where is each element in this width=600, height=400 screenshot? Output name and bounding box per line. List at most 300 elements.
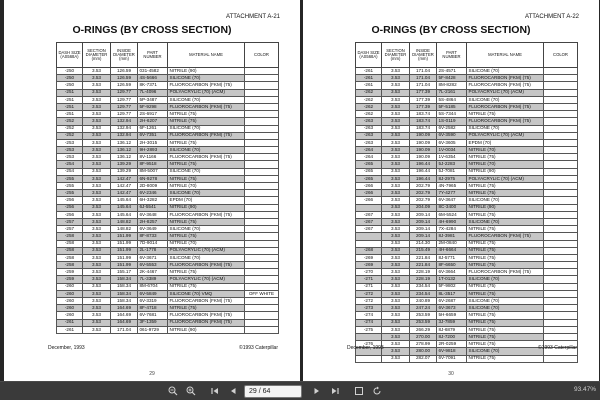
table-row xyxy=(57,75,279,82)
dash-size-cell: -262 xyxy=(356,111,382,118)
part-number-cell: 6V-2687 xyxy=(437,298,467,305)
table-row xyxy=(57,103,279,110)
dash-size-cell: -258 xyxy=(57,262,83,269)
dash-size-cell: -266 xyxy=(356,190,382,197)
rotate-icon xyxy=(372,386,382,396)
o-ring-table xyxy=(355,42,578,363)
dash-size-cell: -263 xyxy=(356,118,382,125)
table-row xyxy=(57,89,279,96)
dash-size-cell: -258 xyxy=(57,247,83,254)
table-row xyxy=(57,111,279,118)
table-row xyxy=(57,276,279,283)
color-cell xyxy=(544,312,578,319)
dash-size-cell: -273 xyxy=(356,305,382,312)
color-cell xyxy=(544,139,578,146)
dash-size-cell: -258 xyxy=(57,254,83,261)
table-row xyxy=(356,269,578,276)
part-number-cell: 6V-2582 xyxy=(437,125,467,132)
inside-diameter-cell: 214.30 xyxy=(410,240,437,247)
part-number-cell: 6V-3647 xyxy=(437,197,467,204)
part-number-cell: 6V-3649 xyxy=(138,226,168,233)
dash-size-cell: -254 xyxy=(57,168,83,175)
page-title: O-RINGS (BY CROSS SECTION) xyxy=(72,24,232,36)
material-name-cell: POLYACRYLIC (70) (ACM) xyxy=(467,132,544,139)
section-diameter-cell: 3.53 xyxy=(83,326,111,333)
material-name-cell: FLUOROCARBON (FKM) (75) xyxy=(467,82,544,89)
part-number-cell: 2S-6917 xyxy=(138,111,168,118)
color-cell xyxy=(544,254,578,261)
color-cell xyxy=(245,139,279,146)
material-name-cell: NITRILE (90) xyxy=(467,168,544,175)
fit-page-button[interactable] xyxy=(352,384,366,398)
inside-diameter-cell: 145.64 xyxy=(111,197,138,204)
zoom-in-button[interactable] xyxy=(184,384,198,398)
dash-size-cell: -263 xyxy=(356,132,382,139)
section-diameter-cell: 3.53 xyxy=(83,175,111,182)
dash-size-cell: -255 xyxy=(57,183,83,190)
material-name-cell: NITRILE (90) xyxy=(168,204,245,211)
color-cell xyxy=(544,276,578,283)
dash-size-cell: -254 xyxy=(57,161,83,168)
part-number-cell: 6V-2346 xyxy=(138,190,168,197)
color-cell xyxy=(245,111,279,118)
material-name-cell: NITRILE (75) xyxy=(467,283,544,290)
dash-size-cell: -267 xyxy=(356,226,382,233)
color-cell xyxy=(245,269,279,276)
material-name-cell: SILICONE (70) xyxy=(168,254,245,261)
color-cell xyxy=(245,89,279,96)
rotate-button[interactable] xyxy=(370,384,384,398)
table-row xyxy=(57,161,279,168)
inside-diameter-cell: 151.99 xyxy=(111,254,138,261)
part-number-cell: 6V-3664 xyxy=(437,269,467,276)
dash-size-cell: -272 xyxy=(356,290,382,297)
part-number-cell: 7L-3389 xyxy=(138,276,168,283)
color-cell xyxy=(245,240,279,247)
material-name-cell: NITRILE (90) xyxy=(168,326,245,333)
dash-size-cell: -250 xyxy=(57,82,83,89)
page-number: 30 xyxy=(448,371,454,377)
inside-diameter-cell: 129.77 xyxy=(111,103,138,110)
table-row xyxy=(57,226,279,233)
color-cell xyxy=(245,197,279,204)
color-cell xyxy=(245,75,279,82)
section-diameter-cell: 3.53 xyxy=(83,168,111,175)
inside-diameter-cell: 228.19 xyxy=(410,276,437,283)
inside-diameter-cell: 234.54 xyxy=(410,290,437,297)
part-number-cell: 6V-7091 xyxy=(437,355,467,362)
table-row xyxy=(57,254,279,261)
section-diameter-cell: 3.53 xyxy=(83,154,111,161)
color-cell xyxy=(245,262,279,269)
part-number-cell: 8F-6650 xyxy=(437,262,467,269)
material-name-cell: NITRILE (90) xyxy=(467,204,544,211)
dash-size-cell: -253 xyxy=(57,154,83,161)
section-diameter-cell: 3.53 xyxy=(382,147,410,154)
dash-size-cell: -274 xyxy=(356,319,382,326)
color-cell xyxy=(245,319,279,326)
material-name-cell: FLUOROCARBON (FKM) (75) xyxy=(467,233,544,240)
color-cell xyxy=(544,298,578,305)
inside-diameter-cell: 155.17 xyxy=(111,269,138,276)
table-row xyxy=(356,283,578,290)
dash-size-cell: -260 xyxy=(57,305,83,312)
dash-size-cell: -255 xyxy=(57,190,83,197)
part-number-cell: 8M-6704 xyxy=(138,283,168,290)
table-row xyxy=(57,183,279,190)
color-cell xyxy=(544,333,578,340)
color-cell xyxy=(544,175,578,182)
material-name-cell: FLUOROCARBON (FKM) (75) xyxy=(467,118,544,125)
table-row xyxy=(356,254,578,261)
inside-diameter-cell: 148.82 xyxy=(111,218,138,225)
section-diameter-cell: 3.53 xyxy=(382,190,410,197)
header-part-number: PART NUMBER xyxy=(437,43,467,68)
dash-size-cell: -250 xyxy=(57,68,83,75)
part-number-cell: 3J-7859 xyxy=(437,319,467,326)
dash-size-cell: -252 xyxy=(57,125,83,132)
table-row xyxy=(356,211,578,218)
color-cell xyxy=(544,89,578,96)
inside-diameter-cell: 177.39 xyxy=(410,103,437,110)
page-29 xyxy=(4,0,300,381)
color-cell xyxy=(544,233,578,240)
color-cell xyxy=(245,96,279,103)
inside-diameter-cell: 158.34 xyxy=(111,298,138,305)
inside-diameter-cell: 136.12 xyxy=(111,154,138,161)
material-name-cell: FLUOROCARBON (FKM) (75) xyxy=(168,132,245,139)
inside-diameter-cell: 202.79 xyxy=(410,183,437,190)
material-name-cell: NITRILE (75) xyxy=(467,319,544,326)
material-name-cell: SILICONE (70) xyxy=(168,168,245,175)
dash-size-cell: -275 xyxy=(356,326,382,333)
material-name-cell: FLUOROCARBON (FKM) (75) xyxy=(168,319,245,326)
dash-size-cell: -267 xyxy=(356,211,382,218)
section-diameter-cell: 3.53 xyxy=(382,305,410,312)
previous-page-icon xyxy=(228,386,238,396)
section-diameter-cell: 3.53 xyxy=(382,161,410,168)
header-inside-diameter: INSIDE DIAMETER (mm) xyxy=(111,43,138,68)
section-diameter-cell: 3.53 xyxy=(382,283,410,290)
inside-diameter-cell: 202.79 xyxy=(410,197,437,204)
section-diameter-cell: 3.53 xyxy=(382,276,410,283)
previous-page-button[interactable] xyxy=(226,384,240,398)
color-cell xyxy=(544,305,578,312)
part-number-cell: 8M-8282 xyxy=(437,82,467,89)
inside-diameter-cell: 253.59 xyxy=(410,319,437,326)
inside-diameter-cell: 129.77 xyxy=(111,96,138,103)
table-body xyxy=(356,68,578,363)
section-diameter-cell: 3.53 xyxy=(382,89,410,96)
inside-diameter-cell: 158.34 xyxy=(111,290,138,297)
table-row xyxy=(356,175,578,182)
inside-diameter-cell: 151.99 xyxy=(111,240,138,247)
section-diameter-cell: 3.53 xyxy=(83,254,111,261)
material-name-cell: NITRILE (75) xyxy=(168,118,245,125)
section-diameter-cell: 3.53 xyxy=(382,341,410,348)
section-diameter-cell: 3.53 xyxy=(83,161,111,168)
material-name-cell: FLUOROCARBON (FKM) (75) xyxy=(467,103,544,110)
dash-size-cell: -263 xyxy=(356,139,382,146)
section-diameter-cell: 3.53 xyxy=(83,183,111,190)
o-ring-table xyxy=(56,42,279,334)
material-name-cell: POLYACRYLIC (70) (ACM) xyxy=(168,276,245,283)
material-name-cell: SILICONE (70) xyxy=(467,218,544,225)
material-name-cell: SILICONE (70) xyxy=(467,68,544,75)
last-page-button[interactable] xyxy=(328,384,342,398)
material-name-cell: FLUOROCARBON (FKM) (75) xyxy=(467,269,544,276)
material-name-cell: SILICONE (70) xyxy=(467,96,544,103)
table-row xyxy=(356,262,578,269)
dash-size-cell: -258 xyxy=(57,233,83,240)
inside-diameter-cell: 151.99 xyxy=(111,247,138,254)
page-number-input[interactable]: 29 / 64 xyxy=(244,385,302,398)
dash-size-cell: -253 xyxy=(57,139,83,146)
inside-diameter-cell: 171.04 xyxy=(410,82,437,89)
section-diameter-cell: 3.53 xyxy=(382,233,410,240)
table-row xyxy=(356,276,578,283)
part-number-cell: 6V-3671 xyxy=(138,254,168,261)
header-section-diameter: SECTION DIAMETER (mm) xyxy=(382,43,410,68)
material-name-cell: NITRILE (70) xyxy=(168,240,245,247)
table-row xyxy=(57,290,279,297)
header-inside-diameter: INSIDE DIAMETER (mm) xyxy=(410,43,437,68)
dash-size-cell: -262 xyxy=(356,96,382,103)
dash-size-cell: -266 xyxy=(356,183,382,190)
color-cell xyxy=(245,175,279,182)
color-cell xyxy=(245,211,279,218)
material-name-cell: NITRILE (75) xyxy=(168,233,245,240)
table-row xyxy=(356,68,578,75)
section-diameter-cell: 3.53 xyxy=(83,276,111,283)
header-dash-size: DASH SIZE (AS568A) xyxy=(356,43,382,68)
section-diameter-cell: 3.53 xyxy=(83,190,111,197)
color-cell xyxy=(245,254,279,261)
table-row xyxy=(356,118,578,125)
zoom-out-button[interactable] xyxy=(166,384,180,398)
material-name-cell: FLUOROCARBON (FKM) (75) xyxy=(168,262,245,269)
part-number-cell: 2K-4467 xyxy=(138,269,168,276)
table-row xyxy=(356,204,578,211)
footer-copyright: ©1993 Caterpillar xyxy=(538,345,577,351)
first-page-icon xyxy=(210,386,220,396)
table-row xyxy=(356,312,578,319)
dash-size-cell: -255 xyxy=(57,175,83,182)
part-number-cell: 2L-1778 xyxy=(138,247,168,254)
color-cell xyxy=(245,168,279,175)
part-number-cell: 6V-9818 xyxy=(437,348,467,355)
color-cell xyxy=(544,132,578,139)
material-name-cell: NITRILE (75) xyxy=(168,283,245,290)
part-number-cell: 7L-2161 xyxy=(437,89,467,96)
color-cell xyxy=(544,247,578,254)
color-cell xyxy=(544,190,578,197)
dash-size-cell: -251 xyxy=(57,103,83,110)
material-name-cell: FLUOROCARBON (FKM) (75) xyxy=(168,82,245,89)
dash-size-cell: -261 xyxy=(356,82,382,89)
inside-diameter-cell: 136.12 xyxy=(111,139,138,146)
section-diameter-cell: 3.53 xyxy=(382,218,410,225)
part-number-cell: 8F-4718 xyxy=(138,305,168,312)
table-row xyxy=(356,161,578,168)
next-page-button[interactable] xyxy=(310,384,324,398)
dash-size-cell: -251 xyxy=(57,96,83,103)
dash-size-cell: -256 xyxy=(57,197,83,204)
color-cell xyxy=(544,262,578,269)
section-diameter-cell: 3.53 xyxy=(382,68,410,75)
part-number-cell: 8L-3517 xyxy=(437,290,467,297)
first-page-button[interactable] xyxy=(208,384,222,398)
inside-diameter-cell: 270.00 xyxy=(410,333,437,340)
dash-size-cell: -261 xyxy=(356,75,382,82)
part-number-cell: 5S-7344 xyxy=(437,111,467,118)
header-material-name: MATERIAL NAME xyxy=(467,43,544,68)
part-number-cell: 7Y-4277 xyxy=(437,190,467,197)
part-number-cell: 2D-8009 xyxy=(138,183,168,190)
viewer-toolbar xyxy=(0,381,600,400)
section-diameter-cell: 3.53 xyxy=(83,75,111,82)
attachment-label: ATTACHMENT A-22 xyxy=(524,14,579,20)
dash-size-cell: -256 xyxy=(57,204,83,211)
dash-size-cell: -263 xyxy=(356,125,382,132)
color-cell xyxy=(544,319,578,326)
inside-diameter-cell: 202.79 xyxy=(410,190,437,197)
material-name-cell: NITRILE (70) xyxy=(168,183,245,190)
inside-diameter-cell: 196.44 xyxy=(410,161,437,168)
material-name-cell: NITRILE (75) xyxy=(168,269,245,276)
part-number-cell: 6V-7351 xyxy=(138,132,168,139)
table-row xyxy=(57,175,279,182)
footer-copyright: ©1993 Caterpillar xyxy=(239,345,278,351)
section-diameter-cell: 3.53 xyxy=(382,240,410,247)
color-cell: OFF WHITE xyxy=(245,290,279,297)
section-diameter-cell: 3.53 xyxy=(83,290,111,297)
section-diameter-cell: 3.53 xyxy=(382,326,410,333)
table-row xyxy=(57,211,279,218)
table-row xyxy=(57,269,279,276)
color-cell xyxy=(245,233,279,240)
page-title: O-RINGS (BY CROSS SECTION) xyxy=(371,24,531,36)
section-diameter-cell: 3.53 xyxy=(83,125,111,132)
dash-size-cell: -260 xyxy=(57,312,83,319)
part-number-cell: 6H-3282 xyxy=(138,197,168,204)
section-diameter-cell: 3.53 xyxy=(83,211,111,218)
section-diameter-cell: 3.53 xyxy=(83,218,111,225)
part-number-cell: 1S-0119 xyxy=(437,118,467,125)
attachment-label: ATTACHMENT A-21 xyxy=(225,14,280,20)
part-number-cell: 8K-7371 xyxy=(138,82,168,89)
section-diameter-cell: 3.53 xyxy=(83,147,111,154)
dash-size-cell: -252 xyxy=(57,118,83,125)
inside-diameter-cell: 142.47 xyxy=(111,175,138,182)
color-cell xyxy=(245,103,279,110)
part-number-cell: 2H-6207 xyxy=(138,118,168,125)
inside-diameter-cell: 190.09 xyxy=(410,147,437,154)
section-diameter-cell: 3.53 xyxy=(83,82,111,89)
part-number-cell: 6V-3605 xyxy=(437,139,467,146)
color-cell xyxy=(245,326,279,333)
section-diameter-cell: 3.53 xyxy=(382,226,410,233)
inside-diameter-cell: 196.44 xyxy=(410,175,437,182)
table-row xyxy=(356,226,578,233)
inside-diameter-cell: 158.34 xyxy=(111,283,138,290)
table-row xyxy=(356,326,578,333)
material-name-cell: NITRILE (75) xyxy=(467,312,544,319)
dash-size-cell: -269 xyxy=(356,254,382,261)
part-number-cell: 6V-3319 xyxy=(138,298,168,305)
dash-size-cell: -269 xyxy=(356,262,382,269)
section-diameter-cell: 3.53 xyxy=(83,139,111,146)
color-cell xyxy=(245,183,279,190)
inside-diameter-cell: 266.29 xyxy=(410,326,437,333)
section-diameter-cell: 3.53 xyxy=(382,82,410,89)
section-diameter-cell: 3.53 xyxy=(83,68,111,75)
material-name-cell: SILICONE (70) xyxy=(168,75,245,82)
material-name-cell: SILICONE (70) xyxy=(168,96,245,103)
color-cell xyxy=(245,147,279,154)
inside-diameter-cell: 221.84 xyxy=(410,254,437,261)
part-number-cell: 6F-1261 xyxy=(138,125,168,132)
material-name-cell: FLUOROCARBON (FKM) (75) xyxy=(168,154,245,161)
table-row xyxy=(356,168,578,175)
section-diameter-cell: 3.53 xyxy=(382,204,410,211)
color-cell xyxy=(245,82,279,89)
section-diameter-cell: 3.53 xyxy=(382,333,410,340)
part-number-cell: 5F-9802 xyxy=(437,283,467,290)
inside-diameter-cell: 129.77 xyxy=(111,111,138,118)
color-cell xyxy=(245,68,279,75)
inside-diameter-cell: 209.14 xyxy=(410,211,437,218)
section-diameter-cell: 3.53 xyxy=(382,247,410,254)
inside-diameter-cell: 240.89 xyxy=(410,298,437,305)
material-name-cell: SILICONE (70) xyxy=(168,125,245,132)
table-row xyxy=(57,68,279,75)
inside-diameter-cell: 196.44 xyxy=(410,168,437,175)
color-cell xyxy=(544,218,578,225)
inside-diameter-cell: 209.14 xyxy=(410,233,437,240)
color-cell xyxy=(245,312,279,319)
inside-diameter-cell: 190.09 xyxy=(410,132,437,139)
inside-diameter-cell: 145.64 xyxy=(111,204,138,211)
inside-diameter-cell: 126.59 xyxy=(111,68,138,75)
part-number-cell: 031-4582 xyxy=(138,68,168,75)
dash-size-cell: -264 xyxy=(356,154,382,161)
part-number-cell: 2R-0259 xyxy=(437,341,467,348)
inside-diameter-cell: 171.04 xyxy=(410,75,437,82)
section-diameter-cell: 3.53 xyxy=(83,204,111,211)
footer-date: December, 1993 xyxy=(347,345,384,351)
material-name-cell: NITRILE (75) xyxy=(168,161,245,168)
inside-diameter-cell: 209.14 xyxy=(410,218,437,225)
part-number-cell: 5H-6659 xyxy=(437,312,467,319)
section-diameter-cell: 3.53 xyxy=(83,283,111,290)
table-row xyxy=(356,218,578,225)
inside-diameter-cell: 209.14 xyxy=(410,226,437,233)
part-number-cell: 5J-7081 xyxy=(437,168,467,175)
header-color: COLOR xyxy=(245,43,279,68)
table-row xyxy=(57,154,279,161)
part-number-cell: 2H-8257 xyxy=(138,218,168,225)
inside-diameter-cell: 215.49 xyxy=(410,247,437,254)
color-cell xyxy=(245,226,279,233)
dash-size-cell: -257 xyxy=(57,226,83,233)
table-row xyxy=(356,139,578,146)
section-diameter-cell: 3.53 xyxy=(382,319,410,326)
material-name-cell: NITRILE (75) xyxy=(467,355,544,362)
material-name-cell: FLUOROCARBON (FKM) (75) xyxy=(168,211,245,218)
part-number-cell: 5S-4864 xyxy=(437,96,467,103)
table-row xyxy=(356,298,578,305)
